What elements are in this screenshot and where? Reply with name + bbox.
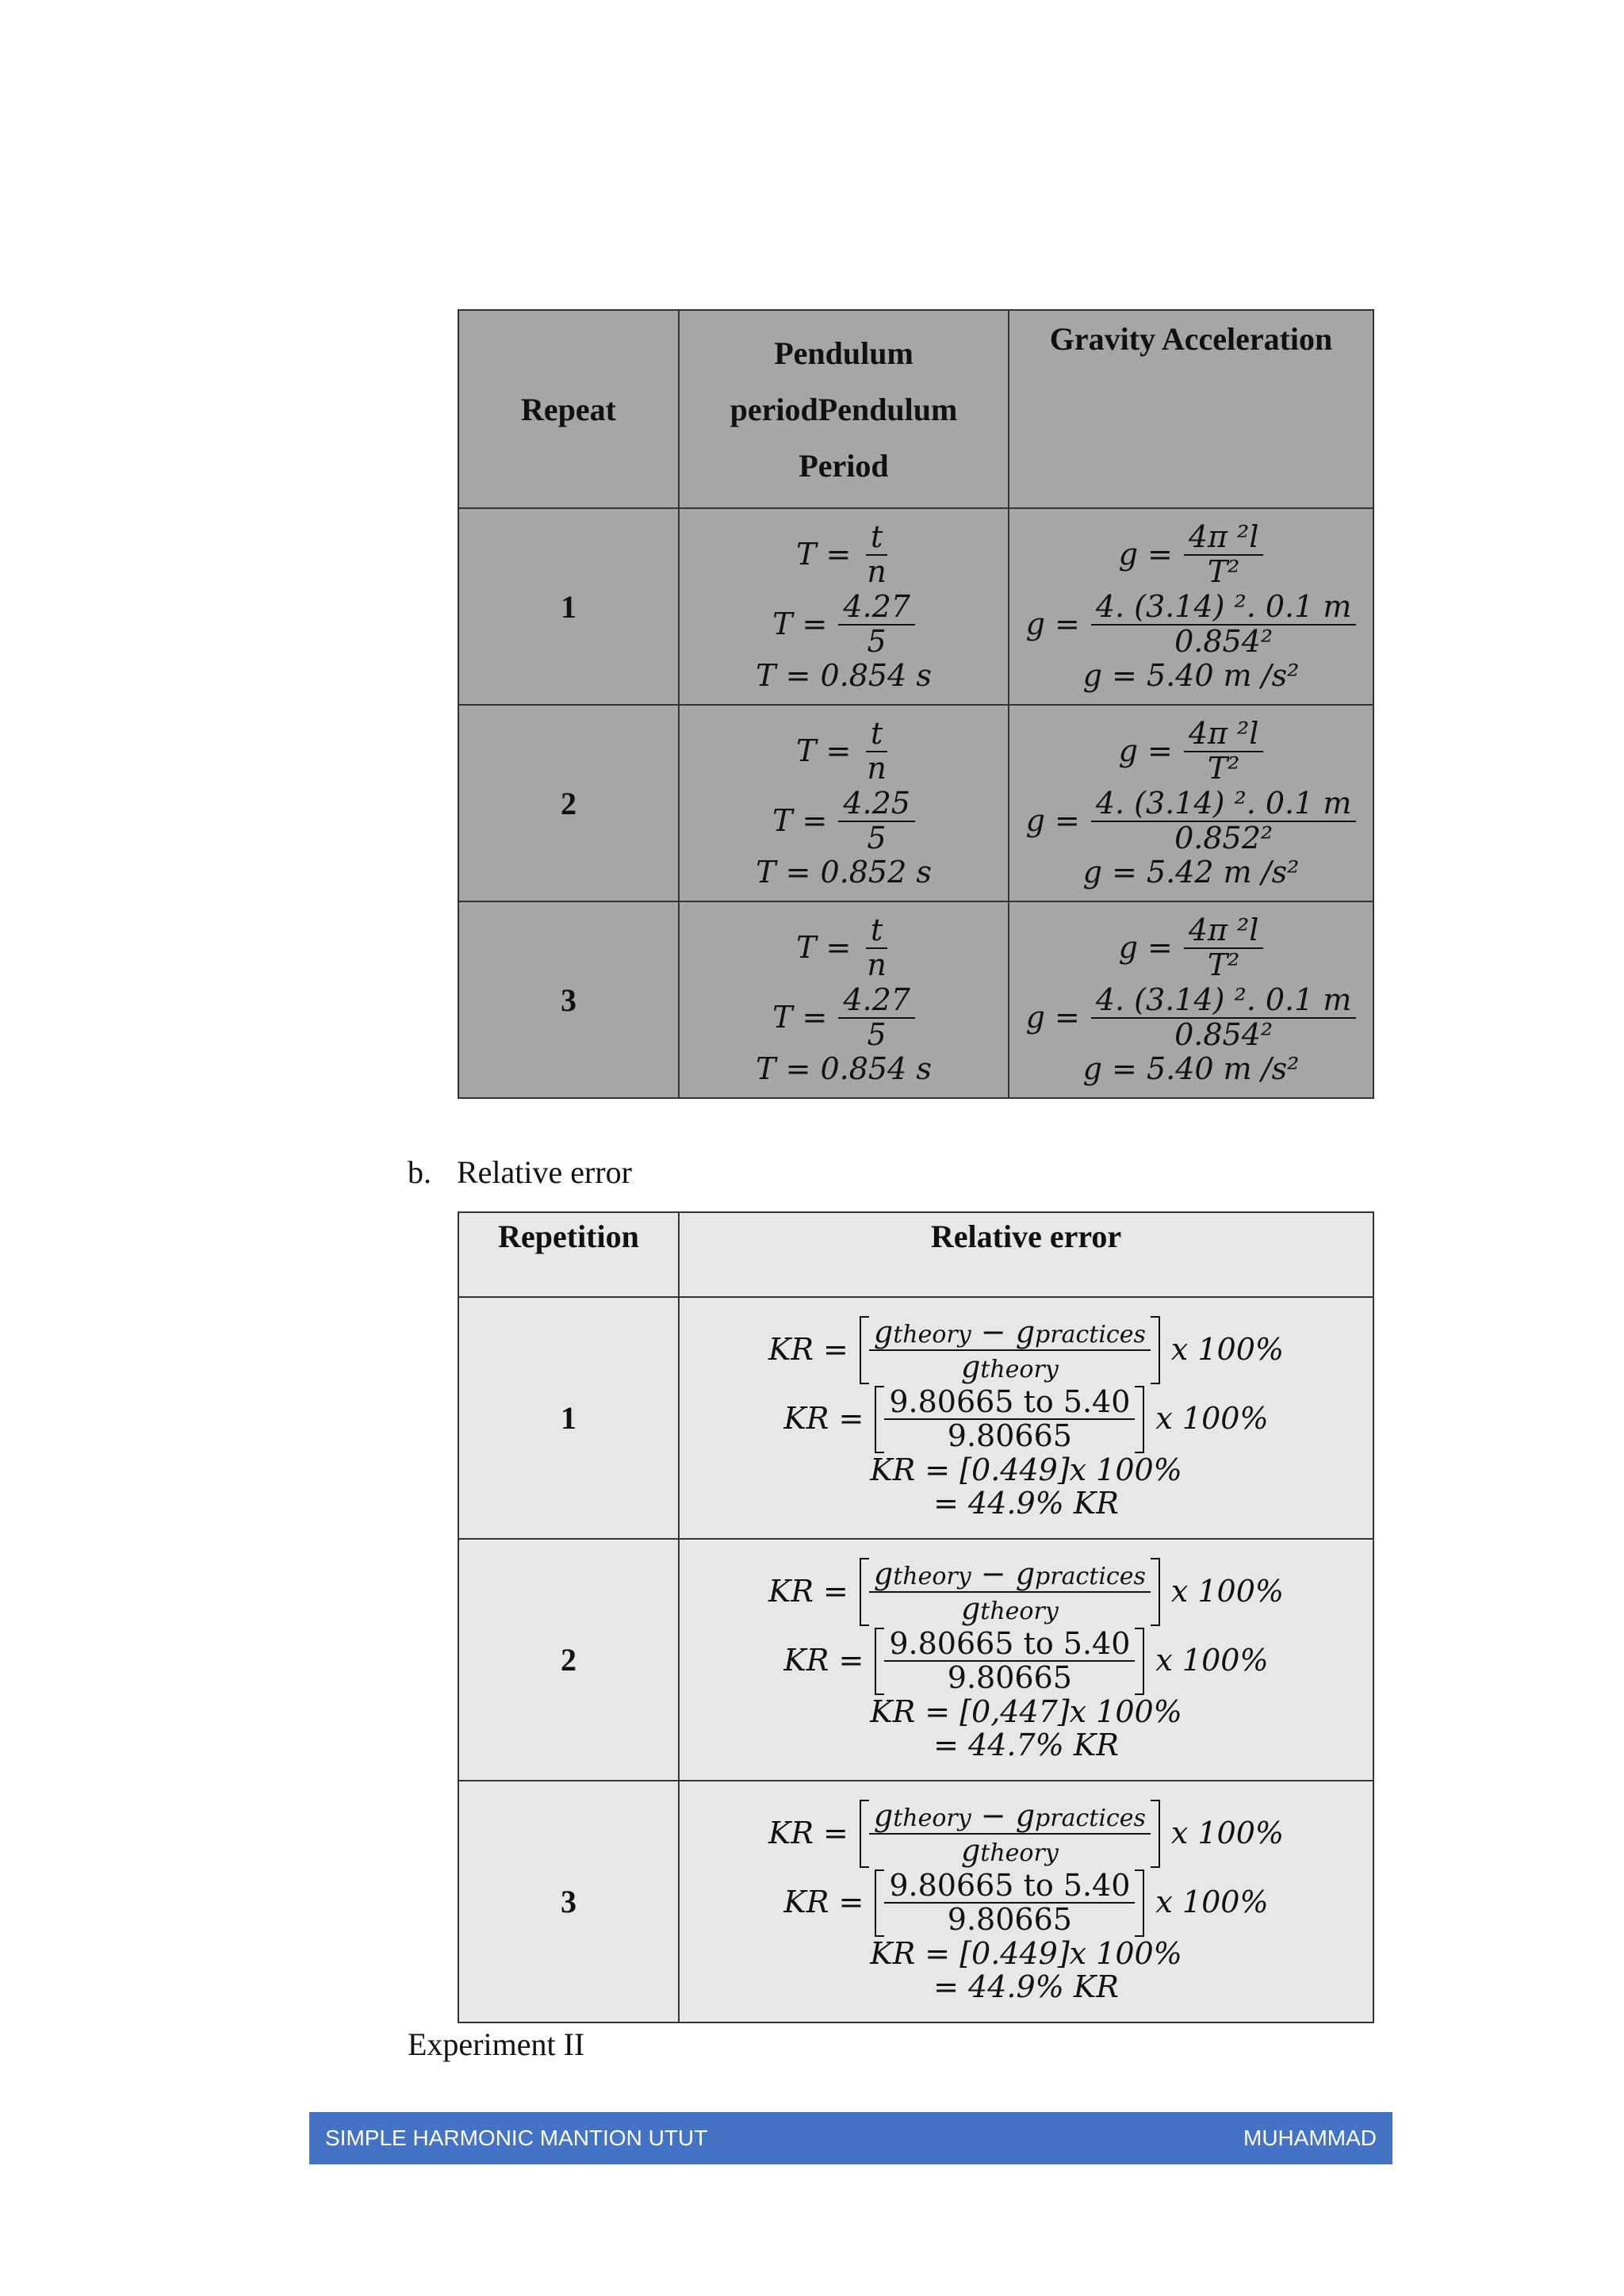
period-result: T = 0.854 s (756, 657, 932, 693)
table-row (458, 1539, 1373, 1781)
kr-result: = 44.9% KR (933, 1969, 1119, 2005)
repetition-cell: 1 (458, 1297, 679, 1539)
subscript-practices: practices (1035, 1321, 1146, 1349)
gravity-substituted-lhs: g = (1025, 606, 1080, 641)
kr-substituted-fraction (884, 1869, 1135, 1938)
table-row (458, 1781, 1373, 2022)
kr-substituted-denominator: 9.80665 (947, 1660, 1072, 1696)
period-formula (680, 914, 1008, 1085)
kr-general-tail: x 100% (1170, 1573, 1285, 1609)
period-result: T = 0.852 s (756, 854, 932, 890)
left-bracket (875, 1386, 884, 1454)
kr-general-numerator (869, 1800, 1151, 1835)
period-substituted-denominator: 5 (867, 820, 887, 855)
kr-general-bracket (860, 1316, 1160, 1384)
gravity-substituted-fraction (1091, 591, 1357, 659)
g-symbol: g (960, 1590, 981, 1626)
subscript-theory: theory (893, 1563, 971, 1591)
gravity-substituted (1026, 787, 1357, 855)
period-substituted (772, 787, 915, 855)
gravity-general-denominator: T² (1207, 751, 1240, 786)
kr-general-denominator (956, 1590, 1063, 1626)
period-general-fraction (862, 914, 891, 982)
gravity-general-numerator: 4π ²l (1184, 718, 1264, 752)
kr-substituted-lhs: KR = (783, 1885, 864, 1920)
period-substituted-lhs: T = (772, 606, 828, 641)
gravity-result: g = 5.40 m /s² (1082, 1050, 1300, 1086)
gravity-general-lhs: g = (1118, 930, 1173, 966)
pendulum-table (458, 309, 1374, 1099)
relative-error-cell (679, 1781, 1373, 2022)
header-period-line: periodPendulum (730, 391, 958, 427)
period-result: T = 0.854 s (756, 1050, 932, 1086)
gravity-general (1119, 521, 1264, 589)
minus-sign: − (971, 1556, 1016, 1592)
gravity-substituted-numerator: 4. (3.14) ². 0.1 m (1091, 787, 1357, 822)
g-symbol: g (873, 1556, 894, 1592)
right-bracket (1151, 1800, 1160, 1868)
g-symbol: g (1015, 1556, 1036, 1592)
right-bracket (1151, 1316, 1160, 1384)
g-symbol: g (960, 1832, 981, 1868)
header-repetition: Repetition (458, 1212, 679, 1297)
section-title: Relative error (457, 1154, 632, 1190)
gravity-formula (1009, 718, 1373, 888)
period-general-numerator: t (866, 521, 887, 556)
subscript-practices: practices (1035, 1804, 1146, 1833)
gravity-formula (1009, 914, 1373, 1085)
right-bracket (1151, 1558, 1160, 1626)
gravity-general (1119, 718, 1264, 786)
left-bracket (860, 1316, 869, 1384)
kr-general-bracket (860, 1558, 1160, 1626)
gravity-substituted-denominator: 0.854² (1174, 623, 1274, 659)
period-substituted (772, 591, 915, 659)
kr-general-tail: x 100% (1170, 1815, 1285, 1850)
kr-substituted-bracket (875, 1625, 1144, 1696)
relative-error-formula (680, 1800, 1373, 2003)
left-bracket (875, 1869, 884, 1938)
period-substituted (772, 984, 915, 1052)
period-substituted-fraction (838, 984, 915, 1052)
gravity-general-fraction (1184, 521, 1264, 589)
period-cell (679, 508, 1009, 705)
footer-left: SIMPLE HARMONIC MANTION UTUT (325, 2126, 708, 2150)
gravity-general-numerator: 4π ²l (1184, 521, 1264, 556)
period-substituted-denominator: 5 (867, 623, 887, 659)
g-symbol: g (1015, 1314, 1036, 1350)
gravity-cell (1009, 705, 1373, 901)
page-footer (309, 2112, 1392, 2164)
kr-general-fraction (869, 1558, 1151, 1626)
kr-substituted-fraction (884, 1383, 1135, 1454)
kr-general-bracket (860, 1800, 1160, 1868)
repetition-cell: 3 (458, 1781, 679, 2022)
subscript-practices: practices (1035, 1563, 1146, 1591)
period-general-numerator: t (866, 718, 887, 752)
kr-substituted-numerator: 9.80665 to 5.40 (884, 1869, 1135, 1904)
period-cell (679, 705, 1009, 901)
kr-substituted-denominator: 9.80665 (947, 1902, 1072, 1938)
header-gravity: Gravity Acceleration (1009, 310, 1373, 508)
repeat-cell: 2 (458, 705, 679, 901)
table-row (458, 1297, 1373, 1539)
subscript-theory: theory (893, 1804, 971, 1833)
kr-intermediate: KR = [0.449]x 100% (870, 1936, 1182, 1972)
kr-substituted-bracket (875, 1869, 1144, 1938)
period-general-denominator: n (867, 947, 887, 983)
subscript-theory: theory (980, 1355, 1059, 1383)
relative-error-cell (679, 1539, 1373, 1781)
table-header-row (458, 310, 1373, 508)
period-general (796, 914, 891, 982)
period-formula (680, 521, 1008, 691)
gravity-substituted (1026, 591, 1357, 659)
left-bracket (860, 1558, 869, 1626)
subscript-theory: theory (980, 1597, 1059, 1625)
relative-error-formula (680, 1558, 1373, 1762)
kr-substituted-denominator: 9.80665 (947, 1418, 1072, 1454)
kr-general-numerator (869, 1558, 1151, 1593)
right-bracket (1135, 1628, 1144, 1696)
kr-general-denominator (956, 1351, 1063, 1384)
section-heading (408, 1154, 632, 1191)
kr-substituted-tail: x 100% (1155, 1885, 1269, 1920)
kr-general-tail: x 100% (1170, 1331, 1285, 1367)
period-general-denominator: n (867, 554, 887, 590)
period-general (796, 718, 891, 786)
kr-general-denominator (956, 1832, 1063, 1868)
right-bracket (1135, 1386, 1144, 1454)
repeat-cell: 3 (458, 901, 679, 1098)
kr-general (768, 1558, 1284, 1626)
g-symbol: g (960, 1349, 981, 1384)
kr-result: = 44.7% KR (933, 1728, 1119, 1763)
header-period-line: Pendulum (774, 335, 914, 371)
period-general (796, 521, 891, 589)
gravity-substituted-lhs: g = (1025, 999, 1080, 1035)
period-general-lhs: T = (796, 930, 852, 966)
kr-general-lhs: KR = (768, 1815, 848, 1850)
kr-substituted-numerator: 9.80665 to 5.40 (884, 1386, 1135, 1421)
gravity-general-numerator: 4π ²l (1184, 914, 1264, 949)
period-general-lhs: T = (796, 733, 852, 769)
gravity-substituted-denominator: 0.854² (1174, 1016, 1274, 1052)
kr-general-numerator (869, 1316, 1151, 1351)
gravity-substituted-numerator: 4. (3.14) ². 0.1 m (1091, 984, 1357, 1019)
gravity-general-lhs: g = (1118, 733, 1173, 769)
gravity-substituted-fraction (1091, 787, 1357, 855)
kr-general-fraction (869, 1316, 1151, 1384)
period-general-denominator: n (867, 751, 887, 786)
gravity-general-denominator: T² (1207, 554, 1240, 590)
header-period-line: Period (799, 447, 889, 484)
left-bracket (860, 1800, 869, 1868)
kr-substituted-lhs: KR = (783, 1643, 864, 1678)
gravity-substituted-lhs: g = (1025, 802, 1080, 838)
period-substituted-numerator: 4.27 (838, 984, 915, 1019)
gravity-general-denominator: T² (1207, 947, 1240, 983)
kr-substituted-lhs: KR = (783, 1401, 864, 1437)
table-row (458, 901, 1373, 1098)
gravity-substituted-numerator: 4. (3.14) ². 0.1 m (1091, 591, 1357, 626)
kr-general (768, 1800, 1284, 1868)
section-letter: b. (408, 1154, 431, 1190)
footer-right: MUHAMMAD (1243, 2126, 1377, 2150)
relative-error-cell (679, 1297, 1373, 1539)
gravity-general (1119, 914, 1264, 982)
table-header-row (458, 1212, 1373, 1297)
kr-general-fraction (869, 1800, 1151, 1868)
header-period (679, 310, 1009, 508)
left-bracket (875, 1628, 884, 1696)
minus-sign: − (971, 1314, 1016, 1350)
relative-error-formula (680, 1316, 1373, 1520)
period-substituted-numerator: 4.25 (838, 787, 915, 822)
gravity-substituted (1026, 984, 1357, 1052)
repeat-cell: 1 (458, 508, 679, 705)
g-symbol: g (1015, 1798, 1036, 1834)
period-substituted-lhs: T = (772, 999, 828, 1035)
kr-general-lhs: KR = (768, 1331, 848, 1367)
subscript-theory: theory (980, 1839, 1059, 1867)
kr-substituted (783, 1383, 1269, 1454)
minus-sign: − (971, 1798, 1016, 1834)
kr-substituted-tail: x 100% (1155, 1643, 1269, 1678)
kr-intermediate: KR = [0.449]x 100% (870, 1452, 1182, 1488)
relative-error-table (458, 1211, 1374, 2023)
kr-result: = 44.9% KR (933, 1486, 1119, 1521)
period-general-fraction (862, 718, 891, 786)
period-formula (680, 718, 1008, 888)
gravity-general-fraction (1184, 914, 1264, 982)
period-general-lhs: T = (796, 537, 852, 572)
gravity-substituted-fraction (1091, 984, 1357, 1052)
repetition-cell: 2 (458, 1539, 679, 1781)
subscript-theory: theory (893, 1321, 971, 1349)
kr-general-lhs: KR = (768, 1573, 848, 1609)
g-symbol: g (873, 1798, 894, 1834)
table-row (458, 508, 1373, 705)
header-relative-error: Relative error (679, 1212, 1373, 1297)
header-repeat: Repeat (458, 310, 679, 508)
kr-substituted-numerator: 9.80665 to 5.40 (884, 1628, 1135, 1663)
period-general-fraction (862, 521, 891, 589)
gravity-result: g = 5.42 m /s² (1082, 854, 1300, 890)
table-row (458, 705, 1373, 901)
period-substituted-fraction (838, 591, 915, 659)
period-substituted-numerator: 4.27 (838, 591, 915, 626)
period-substituted-lhs: T = (772, 802, 828, 838)
gravity-cell (1009, 508, 1373, 705)
period-general-numerator: t (866, 914, 887, 949)
period-substituted-fraction (838, 787, 915, 855)
period-cell (679, 901, 1009, 1098)
gravity-general-lhs: g = (1118, 537, 1173, 572)
kr-substituted-bracket (875, 1383, 1144, 1454)
kr-intermediate: KR = [0,447]x 100% (870, 1694, 1182, 1730)
period-substituted-denominator: 5 (867, 1016, 887, 1052)
gravity-result: g = 5.40 m /s² (1082, 657, 1300, 693)
kr-substituted-fraction (884, 1625, 1135, 1696)
g-symbol: g (873, 1314, 894, 1350)
experiment-label: Experiment II (408, 2026, 585, 2062)
right-bracket (1135, 1869, 1144, 1938)
kr-general (768, 1316, 1284, 1384)
gravity-cell (1009, 901, 1373, 1098)
gravity-general-fraction (1184, 718, 1264, 786)
gravity-formula (1009, 521, 1373, 691)
kr-substituted (783, 1625, 1269, 1696)
kr-substituted (783, 1869, 1268, 1938)
kr-substituted-tail: x 100% (1155, 1401, 1269, 1437)
gravity-substituted-denominator: 0.852² (1174, 820, 1274, 855)
